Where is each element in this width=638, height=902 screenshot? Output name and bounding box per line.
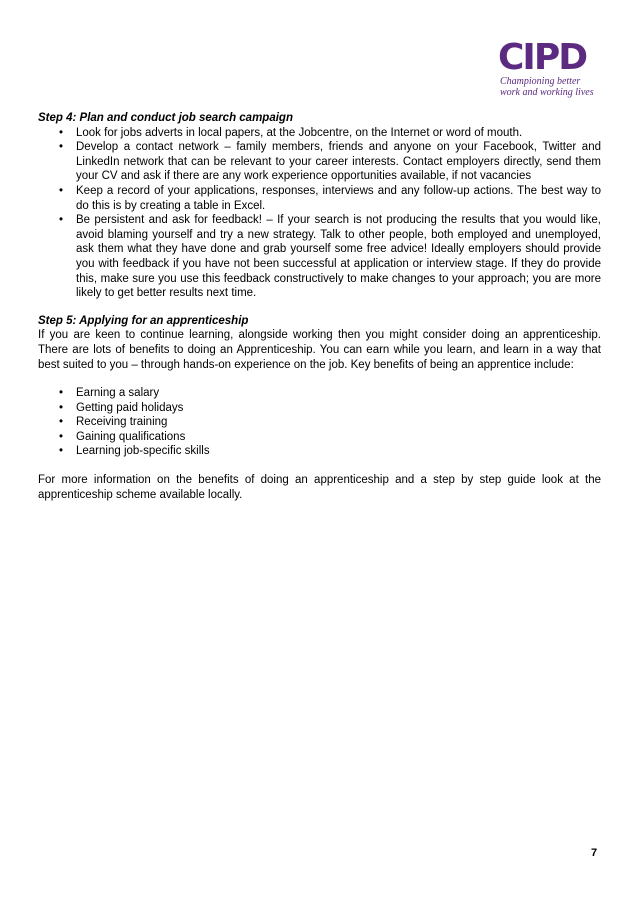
step4-bullet: • Keep a record of your applications, responses, interviews and any follow-up actions. The best way to do this is by creating a table in Excel.	[76, 184, 601, 213]
step4-bullet: • Look for jobs adverts in local papers, at the Jobcentre, on the Internet or word of mouth.	[76, 126, 601, 141]
document-body	[38, 111, 601, 502]
spacer	[38, 372, 601, 386]
benefit-item: • Gaining qualifications	[76, 430, 601, 445]
step4-heading: Step 4: Plan and conduct job search campaign	[38, 112, 293, 124]
page-number: 7	[591, 847, 598, 859]
benefits-list	[38, 386, 601, 459]
step5-intro: If you are keen to continue learning, alongside working then you might consider doing an apprenticeship. There are lots of benefits to doing an Apprenticeship. You can earn while you learn, and learn in a way that best suited to you – through hands-on experience on the job. Key benefits of being an apprentice include:	[38, 329, 601, 371]
spacer	[38, 459, 601, 473]
cipd-logo-tagline-1: Championing better	[500, 76, 581, 87]
step4-bullet-list	[38, 126, 601, 301]
step4-bullet: • Be persistent and ask for feedback! – If your search is not producing the results that you would like, avoid blaming yourself and try a new strategy. Talk to other people, both employed and unemployed, ask them what they have done and grab yourself some free advice! Ideally employers should provide you with feedback if you have not been successful at application or interview stage. If they do provide this, make sure you use this feedback constructively to make changes to your approach; you are more likely to get better results next time.	[76, 213, 601, 301]
step4-bullet: • Develop a contact network – family members, friends and anyone on your Facebook, Twitter and LinkedIn network that can be relevant to your career interests. Contact employers directly, send them your CV and ask if there are any work experience opportunities available, if not vacancies	[76, 140, 601, 184]
benefit-item: • Receiving training	[76, 415, 601, 430]
benefit-item: • Getting paid holidays	[76, 401, 601, 416]
spacer	[38, 301, 601, 314]
cipd-logo	[498, 37, 602, 102]
cipd-logo-mark: CIPD	[498, 37, 587, 78]
step5-heading: Step 5: Applying for an apprenticeship	[38, 314, 249, 327]
benefit-item: • Learning job-specific skills	[76, 444, 601, 459]
benefit-item: • Earning a salary	[76, 386, 601, 401]
step5-closing: For more information on the benefits of doing an apprenticeship and a step by step guide look at the apprenticeship scheme available locally.	[38, 474, 601, 501]
cipd-logo-tagline-2: work and working lives	[500, 87, 594, 98]
